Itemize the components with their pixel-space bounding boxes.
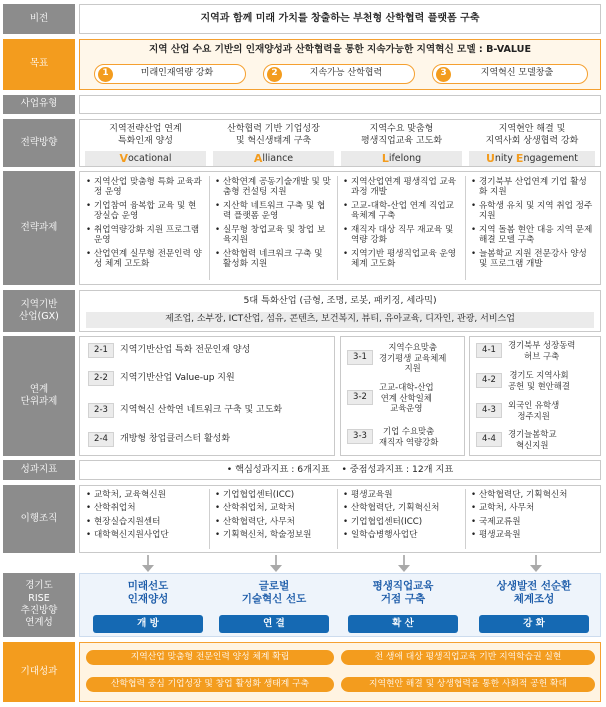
unit-code: 2-3 [88,403,114,418]
unit-code: 4-4 [476,432,502,447]
task-item: • 고교-대학-산업 연계 직업교육체계 구축 [343,201,459,222]
unit-code: 3-3 [347,429,373,444]
task-item: • 산업연계 실무형 전문인력 양성 체계 고도화 [86,249,203,270]
goal-item-label: 미래인재역량 강화 [140,68,214,79]
units-label: 연계 단위과제 [3,336,75,456]
unit-4-4 [476,429,598,450]
unit-text: 개방형 창업클러스터 활성화 [120,433,231,444]
strategy-label: 전략방향 [3,119,75,167]
task-item: • 산학연계 공동기술개발 및 맞춤형 컨설팅 지원 [215,177,331,198]
outcomes-box [79,642,601,702]
keyword-rest: lliance [262,152,294,164]
strategy-keyword [213,151,334,166]
orgs-col-4 [465,485,600,549]
tasks-box [79,171,601,285]
unit-text: 외국인 유학생 정주지원 [508,400,560,421]
orgs-col-1 [80,485,209,549]
task-item: • 지역 돌봄 현안 대응 지역 문제 해결 모델 구축 [471,225,594,246]
keyword-initial: A [253,151,263,165]
arrow-shaft [403,555,405,565]
unit-text: 고교-대학-산업 연계 산학일체 교육운영 [379,382,434,413]
strategy-keyword [469,151,595,166]
org-item: • 산학취업처, 교학처 [215,503,331,513]
tasks-col-4 [465,172,600,278]
unit-3-2 [347,382,462,414]
rise-tag-open: 개 방 [93,615,203,633]
goal-item-1 [94,64,246,84]
unit-text: 경기늘봄학교 혁신지원 [508,429,557,450]
unit-text: 지역기반산업 특화 전문인재 양성 [120,344,251,355]
org-item: • 국제교류원 [471,517,594,527]
keyword-rest: ifelong [388,152,422,164]
industry-line-2: 제조업, 소부장, ICT산업, 섬유, 콘텐츠, 보건복지, 뷰티, 유아교육, 디자인, 관광, 서비스업 [86,312,594,328]
unit-code: 3-2 [347,390,373,405]
strategy-title: 지역수요 맞춤형 평생직업교육 고도화 [360,124,443,146]
task-item: • 지역산업연계 평생직업 교육과정 개발 [343,177,459,198]
rise-title: 평생직업교육 거점 구축 [372,580,434,606]
strategy-unity [469,120,595,166]
strategy-keyword [85,151,206,166]
unit-3-3 [347,426,462,447]
unit-4-1 [476,340,598,361]
unit-text: 지역수요맞춤 경기평생 교육체제 지원 [379,342,447,373]
industry-box [79,290,601,332]
units-right-box [469,336,601,456]
rise-title: 상생발전 선순환 체계조성 [496,580,572,606]
unit-code: 4-2 [476,373,502,388]
goal-number-2: 2 [267,67,282,82]
unit-text: 지역혁신 산학연 네트워크 구축 및 고도화 [120,404,283,415]
keyword-initial: E [515,151,524,165]
rise-title: 미래선도 인재양성 [127,580,169,606]
arrow-shaft [275,555,277,565]
task-item: • 기업참여 융복합 교육 및 현장실습 운영 [86,201,203,222]
unit-text: 기업 수요맞춤 재직자 역량강화 [379,426,439,447]
task-item: • 늘봄학교 지원 전문강사 양성 및 프로그램 개발 [471,249,594,270]
orgs-label: 이행조직 [3,485,75,553]
orgs-col-3 [337,485,465,549]
outcomes-label: 기대성과 [3,642,75,702]
down-arrow-icon [270,565,282,572]
rise-label: 경기도 RISE 추진방향 연계성 [3,573,75,637]
strategy-title: 지역전략산업 연계 특화인재 양성 [109,124,182,146]
rise-tag-spread: 확 산 [348,615,458,633]
tasks-col-2 [209,172,337,278]
strategy-alliance [213,120,334,166]
arrow-shaft [147,555,149,565]
task-item: • 취업역량강화 지원 프로그램 운영 [86,225,203,246]
goal-number-1: 1 [98,67,113,82]
keyword-rest: ngagement [523,152,579,164]
task-item: • 산학협력 네크워크 구축 및 활성화 지원 [215,249,331,270]
keyword-initial: V [119,151,128,165]
tasks-label: 전략과제 [3,171,75,285]
vision-label: 비전 [3,4,75,34]
orgs-col-2 [209,485,337,549]
units-left-box [79,336,335,456]
keyword-initial: U [485,151,495,165]
strategy-box [79,119,601,167]
tasks-col-3 [337,172,465,278]
task-item: • 실무형 창업교육 및 창업 보육지원 [215,225,331,246]
unit-4-2 [476,370,598,391]
unit-text: 지역기반산업 Value-up 지원 [120,372,235,383]
arrow-shaft [535,555,537,565]
goal-items [94,64,588,84]
rise-tag-connect: 연 결 [219,615,329,633]
unit-code: 4-3 [476,403,502,418]
unit-3-1 [347,342,462,374]
org-item: • 평생교육원 [471,530,594,540]
outcome-item: 지역산업 맞춤형 전문인력 양성 체계 확립 [86,650,334,665]
task-item: • 경기북부 산업연계 기업 활성화 지원 [471,177,594,198]
rise-box [79,573,601,637]
industry-line-1: 5대 특화산업 (금형, 조명, 로봇, 패키징, 세라믹) [243,295,437,306]
industry-label: 지역기반 산업(GX) [3,290,75,332]
org-item: • 산학취업처 [86,503,203,513]
unit-2-4 [88,432,230,447]
units-area [79,336,601,456]
org-item: • 기획혁신처, 학술정보원 [215,530,331,540]
down-arrow-icon [530,565,542,572]
goal-item-3 [432,64,588,84]
goal-box [79,39,601,90]
goal-label: 목표 [3,39,75,90]
strategy-vocational [85,120,206,166]
task-item: • 지산학 네트워크 구축 및 협력 플랫폼 운영 [215,201,331,222]
units-mid-box [340,336,465,456]
unit-2-2 [88,371,235,386]
org-item: • 평생교육원 [343,490,459,500]
project-type-label: 사업유형 [3,95,75,114]
unit-text: 경기북부 성장동력 허브 구축 [508,340,576,361]
org-item: • 산학협력단, 기획혁신처 [471,490,594,500]
rise-title: 글로벌 기술혁신 선도 [241,580,307,606]
unit-text: 경기도 지역사회 공헌 및 현안해결 [508,370,570,391]
task-item: • 재직자 대상 직무 재교육 및 역량 강화 [343,225,459,246]
task-item: • 유학생 유치 및 지역 취업 정주 지원 [471,201,594,222]
outcome-item: 산학협력 중심 기업성장 및 창업 활성화 생태계 구축 [86,677,334,692]
kpi-label: 성과지표 [3,460,75,480]
outcome-item: 지역현안 해결 및 상생협력을 통한 사회적 공헌 확대 [341,677,595,692]
strategy-lifelong [341,120,462,166]
unit-code: 2-1 [88,343,114,358]
keyword-initial: L [381,151,389,165]
unit-2-1 [88,343,250,358]
unit-code: 3-1 [347,350,373,365]
goal-title: 지역 산업 수요 기반의 인재양성과 산학협력을 통한 지속가능한 지역혁신 모델 : B-VALUE [148,44,532,55]
goal-item-label: 지속가능 산학협력 [309,68,383,79]
strategy-title: 산학협력 기반 기업성장 및 혁신생태계 구축 [227,124,320,146]
org-item: • 교학처, 교육혁신원 [86,490,203,500]
unit-2-3 [88,403,282,418]
keyword-rest: nity [494,152,516,164]
project-type-box [79,95,601,114]
org-item: • 산학협력단, 기획혁신처 [343,503,459,513]
task-item: • 지역기반 평생직업교육 운영 체계 고도화 [343,249,459,270]
unit-4-3 [476,400,598,421]
org-item: • 일학습병행사업단 [343,530,459,540]
goal-item-2 [263,64,415,84]
unit-code: 2-4 [88,432,114,447]
task-item: • 지역산업 맞춤형 특화 교육과정 운영 [86,177,203,198]
outcome-item: 전 생애 대상 평생직업교육 기반 지역학습권 실현 [341,650,595,665]
org-item: • 대학혁신지원사업단 [86,530,203,540]
tasks-col-1 [80,172,209,278]
org-item: • 산학협력단, 사무처 [215,517,331,527]
down-arrow-icon [398,565,410,572]
unit-code: 4-1 [476,343,502,358]
strategy-keyword [341,151,462,166]
vision-text: 지역과 함께 미래 가치를 창출하는 부천형 산학협력 플랫폼 구축 [79,4,601,34]
org-item: • 현장실습지원센터 [86,517,203,527]
orgs-box [79,485,601,553]
org-item: • 기업협업센터(ICC) [215,490,331,500]
org-item: • 교학처, 사무처 [471,503,594,513]
unit-code: 2-2 [88,371,114,386]
goal-number-3: 3 [436,67,451,82]
goal-item-label: 지역혁신 모델창출 [480,68,554,79]
kpi-text: • 핵심성과지표 : 6개지표 • 중점성과지표 : 12개 지표 [79,460,601,480]
down-arrow-icon [142,565,154,572]
rise-tag-strengthen: 강 화 [479,615,589,633]
strategy-title: 지역현안 해결 및 지역사회 상생협력 강화 [485,124,579,146]
org-item: • 기업협업센터(ICC) [343,517,459,527]
keyword-rest: ocational [128,152,172,164]
